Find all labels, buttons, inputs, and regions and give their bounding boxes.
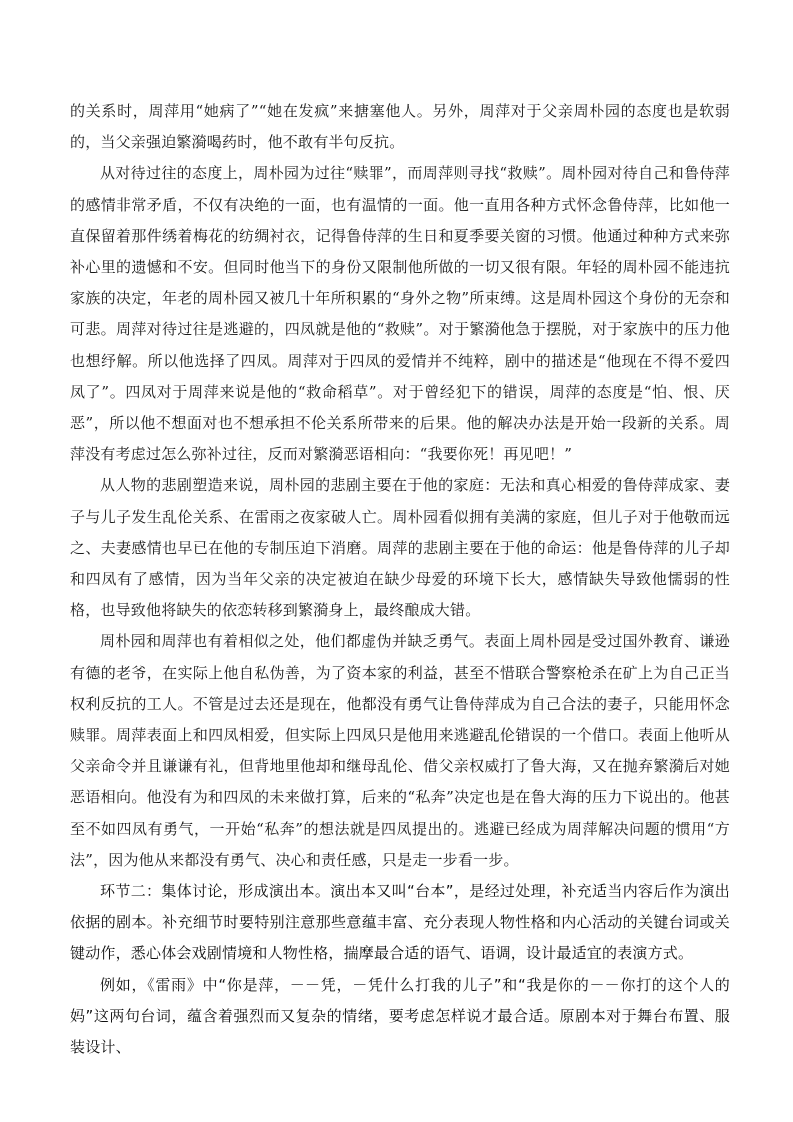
paragraph-similarities: 周朴园和周萍也有着相似之处，他们都虚伪并缺乏勇气。表面上周朴园是受过国外教育、谦逊有德的老爷，在实际上他自私伪善，为了资本家的利益，甚至不惜联合警察枪杀在矿上为自己正当权利反抗的工人。不管是过去还是现在，他都没有勇气让鲁侍萍成为自己合法的妻子，只能用怀念赎罪。周萍表面上和四凤相爱，但实际上四凤只是他用来逃避乱伦错误的一个借口。表面上他听从父亲命令并且谦谦有礼，但背地里他却和继母乱伦、借父亲权威打了鲁大海，又在抛弃繁漪后对她恶语相向。他没有为和四凤的未来做打算，后来的“私奔”决定也是在鲁大海的压力下说出的。他甚至不如四凤有勇气，一开始“私奔”的想法就是四凤提出的。逃避已经成为周萍解决问题的惯用“方法”，因为他从来都没有勇气、决心和责任感，只是走一步看一步。 [70,632,730,869]
paragraph-tragedy: 从人物的悲剧塑造来说，周朴园的悲剧主要在于他的家庭：无法和真心相爱的鲁侍萍成家、妻子与儿子发生乱伦关系、在雷雨之夜家破人亡。周朴园看似拥有美满的家庭，但儿子对于他敬而远之、夫妻感情也早已在他的专制压迫下消磨。周萍的悲剧主要在于他的命运：他是鲁侍萍的儿子却和四凤有了感情，因为当年父亲的决定被迫在缺少母爱的环境下长大，感情缺失导致他懦弱的性格，也导致他将缺失的依恋转移到繁漪身上，最终酿成大错。 [70,476,730,620]
paragraph-example: 例如，《雷雨》中“你是萍，－－凭，－凭什么打我的儿子”和“我是你的－－你打的这个人的妈”这两句台词，蕴含着强烈而又复杂的情绪，要考虑怎样说才最合适。原剧本对于舞台布置、服装设计、 [70,975,730,1057]
paragraph-step-two: 环节二：集体讨论，形成演出本。演出本又叫“台本”，是经过处理，补充适当内容后作为演出依据的剧本。补充细节时要特别注意那些意蕴丰富、充分表现人物性格和内心活动的关键台词或关键动作，悉心体会戏剧情境和人物性格，揣摩最合适的语气、语调，设计最适宜的表演方式。 [70,882,730,963]
paragraph-attitude-to-past: 从对待过往的态度上，周朴园为过往“赎罪”，而周萍则寻找“救赎”。周朴园对待自己和鲁侍萍的感情非常矛盾，不仅有决绝的一面，也有温情的一面。他一直用各种方式怀念鲁侍萍，比如他一直保留着那件绣着梅花的纺绸衬衣，记得鲁侍萍的生日和夏季要关窗的习惯。他通过种种方式来弥补心里的遗憾和不安。但同时他当下的身份又限制他所做的一切又很有限。年轻的周朴园不能违抗家族的决定，年老的周朴园又被几十年所积累的“身外之物”所束缚。这是周朴园这个身份的无奈和可悲。周萍对待过往是逃避的，四凤就是他的“救赎”。对于繁漪他急于摆脱，对于家族中的压力他也想纾解。所以他选择了四凤。周萍对于四凤的爱情并不纯粹，剧中的描述是“他现在不得不爱四凤了”。四凤对于周萍来说是他的“救命稻草”。对于曾经犯下的错误，周萍的态度是“怕、恨、厌恶”，所以他不想面对也不想承担不伦关系所带来的后果。他的解决办法是开始一段新的关系。周萍没有考虑过怎么弥补过往，反而对繁漪恶语相向：“我要你死！再见吧！” [70,164,730,464]
paragraph-continuation: 的关系时，周萍用“她病了”“她在发疯”来搪塞他人。另外，周萍对于父亲周朴园的态度也是软弱的，当父亲强迫繁漪喝药时，他不敢有半句反抗。 [70,102,730,152]
document-page [70,96,730,1063]
